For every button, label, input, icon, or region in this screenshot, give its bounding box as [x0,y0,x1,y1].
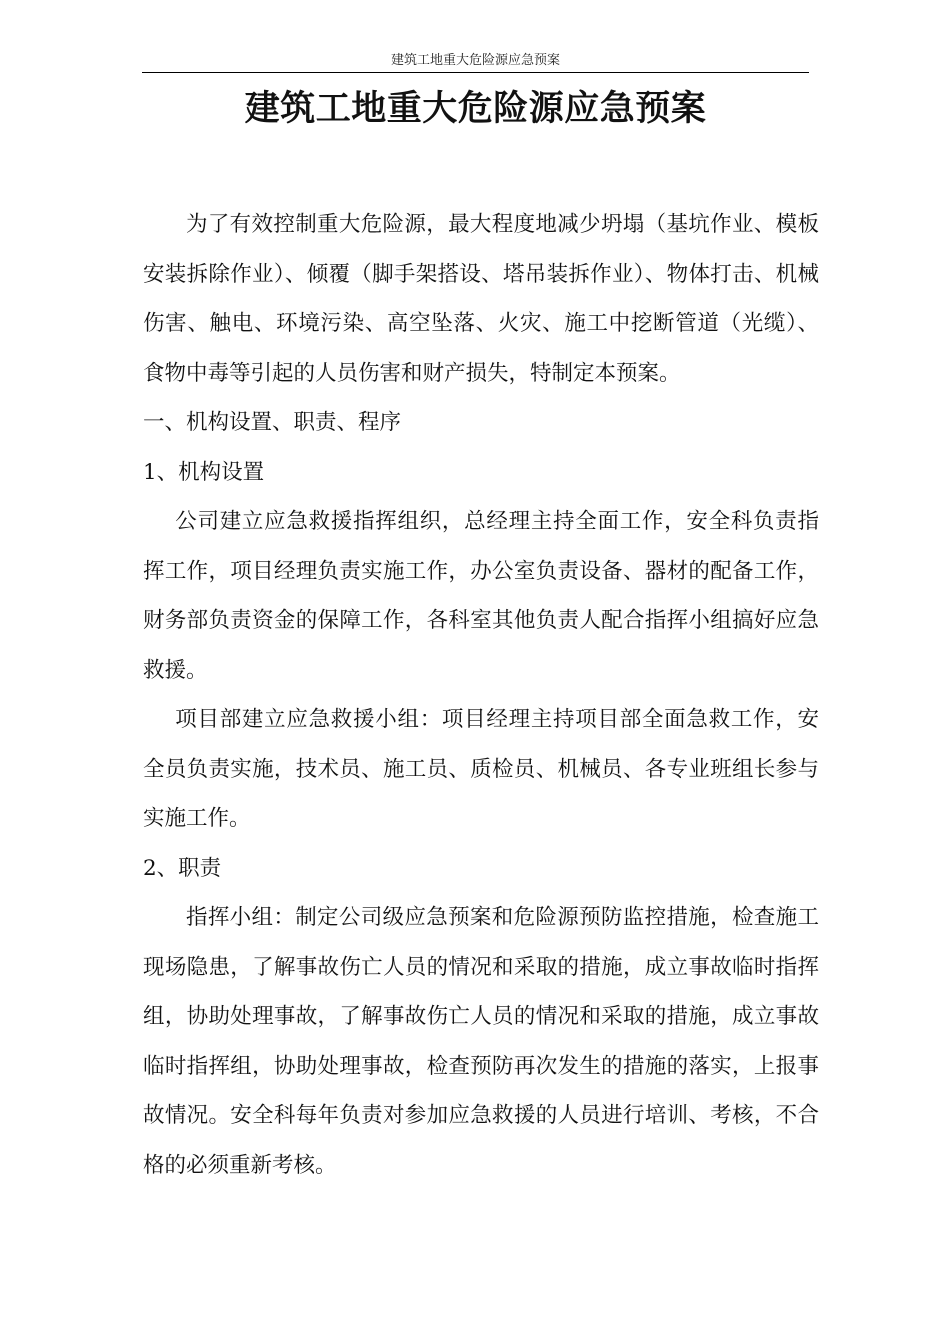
document-body [143,200,819,1190]
company-organization-paragraph: 公司建立应急救援指挥组织，总经理主持全面工作，安全科负责指挥工作，项目经理负责实施工作，办公室负责设备、器材的配备工作，财务部负责资金的保障工作，各科室其他负责人配合指挥小组搞好应急救援。 [143,509,819,683]
subsection-heading-2: 2、职责 [143,855,222,881]
project-team-paragraph: 项目部建立应急救援小组：项目经理主持项目部全面急救工作，安全员负责实施，技术员、施工员、质检员、机械员、各专业班组长参与实施工作。 [143,707,819,831]
header-rule [142,72,809,73]
duties-paragraph: 指挥小组：制定公司级应急预案和危险源预防监控措施，检查施工现场隐患，了解事故伤亡人员的情况和采取的措施，成立事故临时指挥组，协助处理事故，了解事故伤亡人员的情况和采取的措施，成立事故临时指挥组，协助处理事故，检查预防再次发生的措施的落实，上报事故情况。安全科每年负责对参加应急救援的人员进行培训、考核，不合格的必须重新考核。 [143,905,819,1178]
subsection-heading-1: 1、机构设置 [143,459,265,485]
document-title: 建筑工地重大危险源应急预案 [244,88,707,129]
running-header: 建筑工地重大危险源应急预案 [390,53,560,68]
intro-paragraph: 为了有效控制重大危险源，最大程度地减少坍塌（基坑作业、模板安装拆除作业）、倾覆（脚手架搭设、塔吊装拆作业）、物体打击、机械伤害、触电、环境污染、高空坠落、火灾、施工中挖断管道（光缆）、食物中毒等引起的人员伤害和财产损失，特制定本预案。 [143,212,819,386]
section-heading-1: 一、机构设置、职责、程序 [143,410,402,435]
